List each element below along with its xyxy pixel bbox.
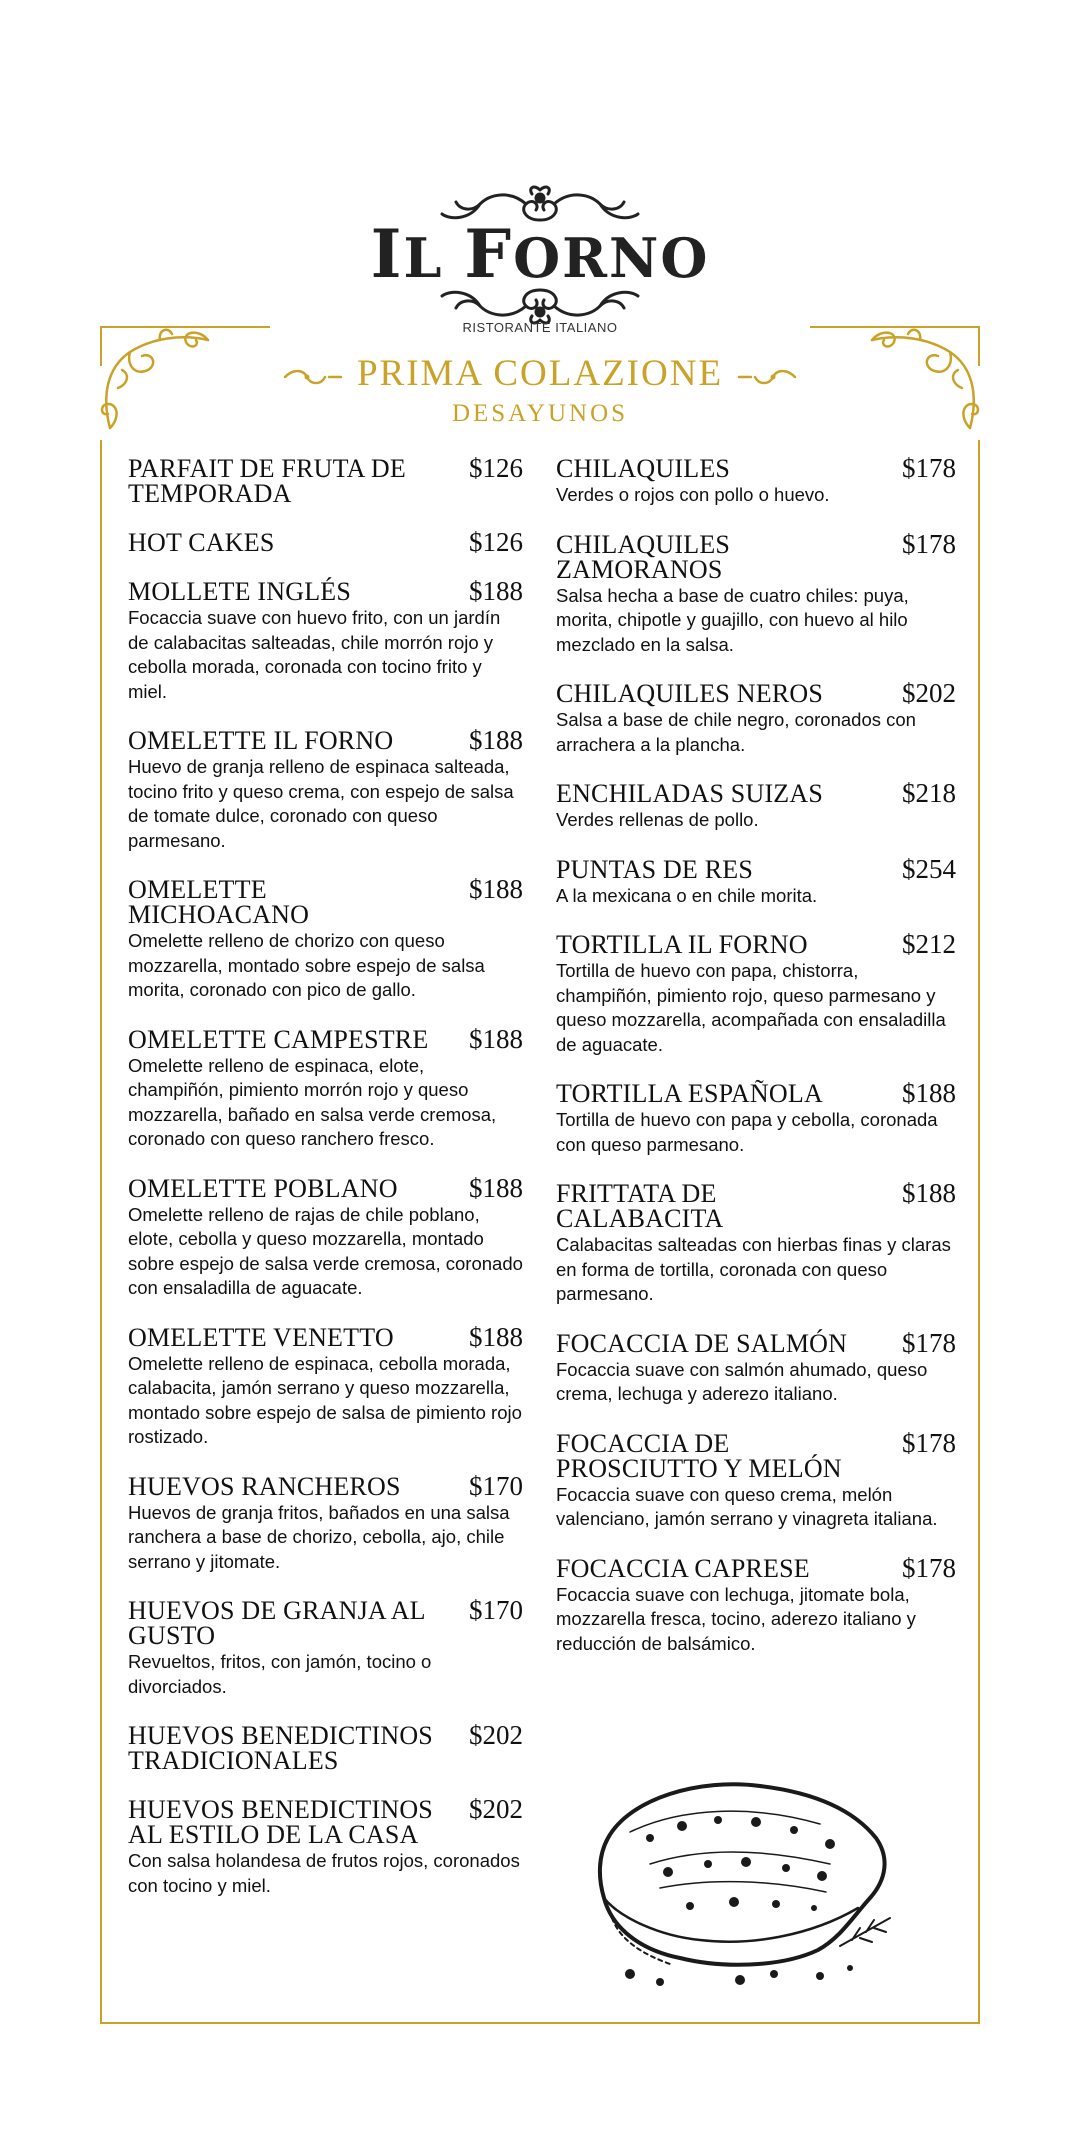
menu-item bbox=[128, 725, 523, 853]
item-description: Tortilla de huevo con papa, chistorra, champiñón, pimiento rojo, queso parmesano y queso mozzarella, acompañada con ensaladilla de aguacate. bbox=[556, 960, 946, 1055]
item-description: Focaccia suave con huevo frito, con un jardín de calabacitas salteadas, chile morrón rojo y cebolla morada, coronada con tocino frito y miel. bbox=[128, 607, 501, 702]
item-description: Revueltos, fritos, con jamón, tocino o divorciados. bbox=[128, 1651, 432, 1697]
item-price: $178 bbox=[902, 1552, 956, 1583]
item-name: FOCACCIA DE SALMÓN bbox=[556, 1328, 848, 1358]
menu-item bbox=[128, 527, 523, 557]
item-description: Salsa a base de chile negro, coronados con arrachera a la plancha. bbox=[556, 709, 916, 755]
item-name: FOCACCIA DE PROSCIUTTO Y MELÓN bbox=[556, 1428, 842, 1483]
menu-column-left bbox=[128, 453, 523, 1922]
item-description: Verdes rellenas de pollo. bbox=[556, 809, 759, 830]
item-description: Tortilla de huevo con papa y cebolla, coronada con queso parmesano. bbox=[556, 1109, 938, 1155]
item-price: $188 bbox=[469, 1321, 523, 1352]
menu-item bbox=[128, 1720, 523, 1775]
menu-item bbox=[556, 778, 956, 833]
menu-item bbox=[556, 528, 956, 658]
item-description: Omelette relleno de espinaca, elote, champiñón, pimiento morrón rojo y queso mozzarella, bañado en salsa verde cremosa, coronado con queso ranchero fresco. bbox=[128, 1054, 497, 1149]
menu-item bbox=[556, 1078, 956, 1157]
item-name: TORTILLA IL FORNO bbox=[556, 930, 808, 959]
item-description: Omelette relleno de rajas de chile poblano, elote, cebolla y queso mozzarella, montado sobre espejo de salsa verde cremosa, coronado con ensaladilla de aguacate. bbox=[128, 1203, 523, 1298]
menu-item bbox=[556, 453, 956, 508]
item-name: HUEVOS BENEDICTINOS TRADICIONALES bbox=[128, 1721, 433, 1775]
item-price: $188 bbox=[469, 1172, 523, 1203]
item-price: $188 bbox=[469, 576, 523, 606]
restaurant-subtitle: RISTORANTE ITALIANO bbox=[462, 320, 618, 335]
menu-item bbox=[556, 678, 956, 757]
item-name: HUEVOS BENEDICTINOS AL ESTILO DE LA CASA bbox=[128, 1795, 433, 1849]
item-price: $202 bbox=[902, 678, 956, 708]
item-description: Huevo de granja relleno de espinaca salteada, tocino frito y queso crema, con espejo de salsa de tomate dulce, coronado con queso parmesano. bbox=[128, 756, 514, 851]
menu-item bbox=[128, 1023, 523, 1152]
item-price: $178 bbox=[902, 453, 956, 483]
item-description: Omelette relleno de espinaca, cebolla morada, calabacita, jamón serrano y queso mozzarella, montado sobre espejo de salsa de pimiento rojo rostizado. bbox=[128, 1352, 522, 1447]
title-swirl-left-icon bbox=[283, 367, 343, 387]
item-name: PARFAIT DE FRUTA DE TEMPORADA bbox=[128, 454, 406, 508]
brand-name bbox=[0, 215, 1080, 293]
brand-letter-f: F bbox=[464, 215, 514, 293]
item-description: Focaccia suave con lechuga, jitomate bola, mozzarella fresca, tocino, aderezo italiano y reducción de balsámico. bbox=[556, 1583, 916, 1654]
item-name: CHILAQUILES NEROS bbox=[556, 679, 824, 708]
section-title bbox=[0, 352, 1080, 396]
item-description: Focaccia suave con queso crema, melón valenciano, jamón serrano y vinagreta italiana. bbox=[556, 1483, 938, 1529]
menu-item bbox=[556, 1552, 956, 1657]
item-price: $202 bbox=[469, 1720, 523, 1750]
logo bbox=[0, 180, 1080, 330]
item-description: Omelette relleno de chorizo con queso mozzarella, montado sobre espejo de salsa morita, coronado con pico de gallo. bbox=[128, 930, 485, 1000]
section-subtitle: DESAYUNOS bbox=[451, 400, 629, 427]
item-name: OMELETTE POBLANO bbox=[128, 1173, 398, 1203]
item-name: FOCACCIA CAPRESE bbox=[556, 1553, 810, 1583]
item-price: $254 bbox=[902, 853, 956, 884]
item-price: $170 bbox=[469, 1470, 523, 1501]
item-price: $218 bbox=[902, 778, 956, 808]
menu-item bbox=[556, 1327, 956, 1407]
item-name: HUEVOS RANCHEROS bbox=[128, 1471, 401, 1501]
item-description: A la mexicana o en chile morita. bbox=[556, 884, 818, 906]
frame-right-line bbox=[978, 440, 980, 2024]
menu-item bbox=[556, 1178, 956, 1307]
item-description: Focaccia suave con salmón ahumado, queso crema, lechuga y aderezo italiano. bbox=[556, 1358, 928, 1404]
item-description: Huevos de granja fritos, bañados en una salsa ranchera a base de chorizo, cebolla, ajo, chile serrano y jitomate. bbox=[128, 1501, 510, 1572]
menu-item bbox=[128, 1794, 523, 1898]
item-price: $188 bbox=[469, 1023, 523, 1054]
item-description: Salsa hecha a base de cuatro chiles: puya, morita, chipotle y guajillo, con huevo al hilo mezclado en la salsa. bbox=[556, 584, 909, 655]
section-title-text: PRIMA COLAZIONE bbox=[356, 353, 724, 394]
item-price: $170 bbox=[469, 1595, 523, 1625]
item-name: OMELETTE MICHOACANO bbox=[128, 875, 310, 929]
item-price: $188 bbox=[902, 1078, 956, 1108]
item-price: $212 bbox=[902, 929, 956, 959]
item-name: OMELETTE IL FORNO bbox=[128, 726, 394, 755]
item-price: $178 bbox=[902, 528, 956, 559]
frame-bottom-line bbox=[100, 2022, 980, 2024]
item-price: $188 bbox=[902, 1178, 956, 1208]
item-price: $126 bbox=[469, 453, 523, 483]
menu-item bbox=[128, 1321, 523, 1450]
item-name: OMELETTE CAMPESTRE bbox=[128, 1024, 429, 1054]
item-name: CHILAQUILES ZAMORANOS bbox=[556, 529, 731, 584]
menu-item bbox=[556, 853, 956, 909]
menu-item bbox=[128, 874, 523, 1003]
menu-item bbox=[556, 1427, 956, 1532]
item-name: TORTILLA ESPAÑOLA bbox=[556, 1079, 823, 1108]
item-description: Verdes o rojos con pollo o huevo. bbox=[556, 484, 830, 505]
item-name: FRITTATA DE CALABACITA bbox=[556, 1179, 724, 1233]
menu-item bbox=[128, 1470, 523, 1575]
item-name: HUEVOS DE GRANJA AL GUSTO bbox=[128, 1596, 425, 1650]
menu-item bbox=[128, 576, 523, 704]
menu-item bbox=[556, 929, 956, 1057]
item-name: ENCHILADAS SUIZAS bbox=[556, 779, 824, 808]
item-price: $188 bbox=[469, 874, 523, 904]
item-name: OMELETTE VENETTO bbox=[128, 1322, 394, 1352]
item-price: $202 bbox=[469, 1794, 523, 1824]
brand-letter-l: L bbox=[403, 226, 444, 290]
frame-left-line bbox=[100, 440, 102, 2024]
item-price: $178 bbox=[902, 1327, 956, 1358]
brand-letter-i: I bbox=[370, 215, 404, 293]
title-swirl-right-icon bbox=[737, 367, 797, 387]
top-flourish-icon bbox=[430, 180, 650, 224]
brand-letters-orno: ORNO bbox=[513, 226, 710, 290]
item-name: PUNTAS DE RES bbox=[556, 854, 753, 884]
focaccia-illustration-icon bbox=[590, 1768, 900, 1990]
menu-item bbox=[128, 1595, 523, 1699]
item-price: $178 bbox=[902, 1427, 956, 1458]
menu-item bbox=[128, 1172, 523, 1301]
item-price: $188 bbox=[469, 725, 523, 755]
menu-column-right bbox=[556, 453, 956, 1680]
item-name: MOLLETE INGLÉS bbox=[128, 577, 352, 606]
item-description: Calabacitas salteadas con hierbas finas y claras en forma de tortilla, coronada con queso parmesano. bbox=[556, 1234, 951, 1304]
item-name: HOT CAKES bbox=[128, 528, 275, 557]
item-name: CHILAQUILES bbox=[556, 454, 731, 483]
menu-item bbox=[128, 453, 523, 508]
item-description: Con salsa holandesa de frutos rojos, coronados con tocino y miel. bbox=[128, 1850, 520, 1896]
item-price: $126 bbox=[469, 527, 523, 557]
